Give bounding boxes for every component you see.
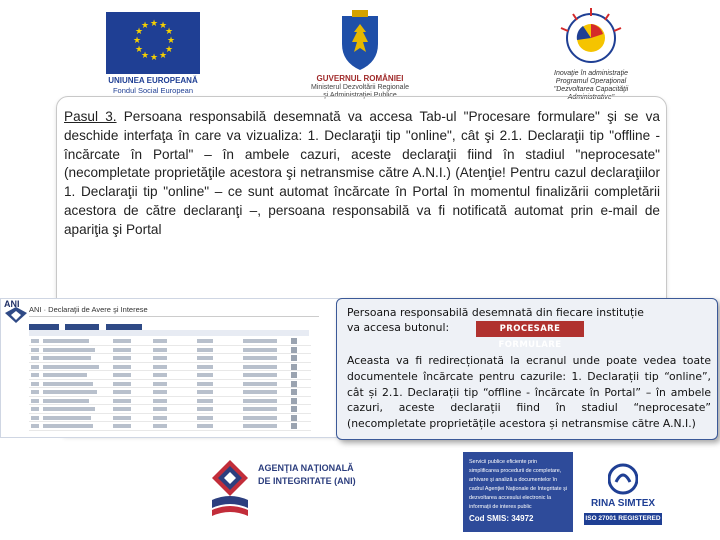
eu-title: UNIUNEA EUROPEANĂ — [108, 76, 198, 85]
svg-text:★: ★ — [167, 36, 176, 46]
ani-emblem-icon — [210, 452, 250, 532]
table-row[interactable] — [29, 363, 311, 372]
table-row[interactable] — [29, 371, 311, 380]
table-row[interactable] — [29, 414, 311, 423]
project-band — [463, 452, 573, 532]
portal-screenshot — [0, 298, 345, 438]
ani-name-line-1: AGENŢIA NAŢIONALĂ — [258, 463, 354, 473]
svg-text:★: ★ — [135, 27, 144, 37]
rina-name: RINA SIMTEX — [590, 498, 656, 509]
main-instruction-text — [64, 108, 660, 240]
callout-line-1: Persoana responsabilă desemnată din fiecare instituție — [347, 306, 644, 319]
ministry-line-1: Ministerul Dezvoltării Regionale — [310, 84, 410, 91]
svg-text:★: ★ — [141, 51, 150, 61]
pod-line-2: Programul Operaţional — [555, 78, 627, 85]
table-row[interactable] — [29, 337, 311, 346]
ani-name-line-2: DE INTEGRITATE (ANI) — [258, 476, 356, 486]
iso-badge: ISO 27001 REGISTERED — [584, 513, 662, 525]
portal-table — [29, 337, 311, 431]
pod-line-3: "Dezvoltarea Capacităţii — [553, 86, 629, 93]
romania-crest-icon — [336, 10, 384, 72]
procesare-formulare-button[interactable]: PROCESARE FORMULARE — [476, 321, 584, 337]
portal-table-header — [29, 330, 309, 336]
callout-box — [336, 298, 718, 440]
svg-text:★: ★ — [165, 45, 174, 55]
table-row[interactable] — [29, 405, 311, 414]
portal-logo-text: ANI — [4, 299, 20, 309]
table-row[interactable] — [29, 354, 311, 363]
eu-flag-icon — [106, 12, 200, 74]
callout-line-2: va accesa butonul: — [347, 321, 450, 334]
svg-text:★: ★ — [135, 45, 144, 55]
table-row[interactable] — [29, 346, 311, 355]
ministry-line-2: şi Administraţiei Publice — [323, 92, 397, 99]
eu-subtitle: Fondul Social European — [112, 86, 194, 95]
svg-text:★: ★ — [159, 21, 168, 31]
svg-text:★: ★ — [165, 27, 174, 37]
smis-code: Cod SMIS: 34972 — [469, 514, 534, 523]
step-body: Persoana responsabilă desemnată va accesa Tab-ul "Procesare formulare" şi se va deschide interfaţa în care va vizualiza: 1. Declaraţii tip "online", cât şi 2.1. Declaraţii tip "offline - încărcate în Portal" – în ambele cazuri, aceste declaraţii fiind în stadiul "neprocesate" (necompletate proprietăţile acestora şi netransmise către A.N.I.) (Atenţie! Pentru cazul declaraţiilor 1. Declaraţii tip "online" – ce sunt automat încărcate în Portal în momentul finalizării completării acestora de către declaranţi –, persoana responsabilă va fi notificată automat prin e-mail de apariţia şi Portal — [64, 109, 660, 237]
eu-logo — [100, 12, 206, 94]
government-title: GUVERNUL ROMÂNIEI — [316, 74, 404, 83]
svg-text:★: ★ — [150, 53, 159, 63]
pod-logo — [535, 4, 647, 108]
portal-nav — [29, 319, 319, 328]
government-logo — [280, 10, 440, 104]
step-label: Pasul 3. — [64, 109, 117, 124]
svg-text:★: ★ — [133, 36, 142, 46]
table-row[interactable] — [29, 422, 311, 431]
table-row[interactable] — [29, 388, 311, 397]
svg-text:★: ★ — [150, 19, 159, 29]
svg-text:★: ★ — [159, 51, 168, 61]
portal-title-bar: ANI · Declaraţii de Avere şi Interese — [29, 305, 319, 317]
rina-mark-icon — [608, 462, 638, 496]
table-row[interactable] — [29, 397, 311, 406]
callout-paragraph: Aceasta va fi redirecționată la ecranul unde poate vedea toate documentele încărcate pentru cazurile: 1. Declarații tip “online”, cât și 2.1. Declarații tip “offline - încărcate în Portal” – în ambele cazuri, aceste declarații fiind în stadiul “neprocesate” (necompletate proprietățile acestora și netransmise către A.N.I.) — [347, 354, 711, 431]
pod-line-4: Administrative" — [567, 94, 615, 101]
rina-logo — [582, 460, 664, 526]
table-row[interactable] — [29, 380, 311, 389]
svg-text:★: ★ — [141, 21, 150, 31]
pod-line-1: Inovaţie în administraţie — [554, 70, 628, 77]
project-description: Servicii publice eficiente prin simplificarea procedurii de completare, arhivare şi analiză a documentelor în cadrul Agenţiei Naţionale de Integritate şi dezvoltarea accesului electronic la informaţii de interes public — [469, 459, 567, 510]
footer — [210, 452, 665, 534]
pod-emblem-icon — [553, 4, 629, 66]
